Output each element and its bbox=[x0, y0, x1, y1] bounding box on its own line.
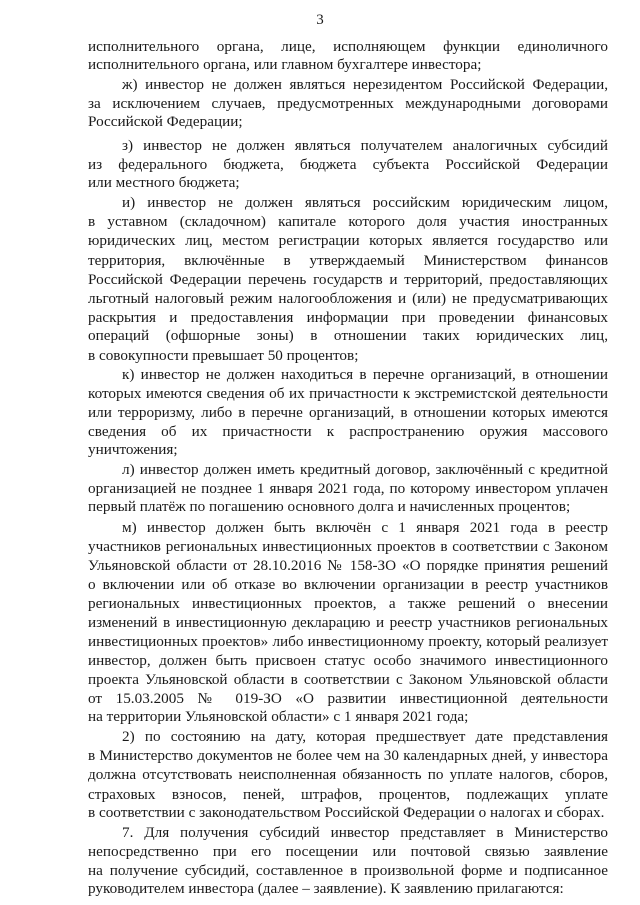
text-line: которых имеются сведения об их причастности к экстремистской деятельности bbox=[88, 385, 608, 402]
text-line: на получение субсидий, составленное в произвольной форме и подписанное bbox=[88, 862, 608, 879]
text-line: Российской Федерации перечень государств и территорий, предоставляющих bbox=[88, 271, 608, 288]
text-line: 7. Для получения субсидий инвестор представляет в Министерство bbox=[122, 824, 608, 841]
text-line: проекта Ульяновской области в соответствии с Законом Ульяновской области bbox=[88, 671, 608, 688]
text-line: в уставном (складочном) капитале которого доля участия иностранных bbox=[88, 213, 608, 230]
text-line: из федерального бюджета, бюджета субъекта Российской Федерации bbox=[88, 156, 608, 173]
text-line: страховых взносов, пеней, штрафов, процентов, подлежащих уплате bbox=[88, 786, 608, 803]
text-line: уничтожения; bbox=[88, 441, 178, 458]
text-line: на территории Ульяновской области» с 1 января 2021 года; bbox=[88, 708, 469, 725]
text-line: з) инвестор не должен являться получателем аналогичных субсидий bbox=[122, 137, 608, 154]
text-line: должна отсутствовать неисполненная обязанность по уплате налогов, сборов, bbox=[88, 766, 608, 783]
text-line: первый платёж по погашению основного долга и начисленных процентов; bbox=[88, 498, 571, 515]
text-line: льготный налоговый режим налогообложения и (или) не предусматривающих bbox=[88, 290, 608, 307]
text-line: непосредственно при его посещении или почтовой связью заявление bbox=[88, 843, 608, 860]
text-line: исполнительного органа, лице, исполняющем функции единоличного bbox=[88, 38, 608, 55]
text-line: руководителем инвестора (далее – заявление). К заявлению прилагаются: bbox=[88, 880, 564, 897]
text-line: в Министерство документов не более чем на 30 календарных дней, у инвестора bbox=[88, 747, 608, 764]
text-line: инвестор, должен быть присвоен статус особо значимого инвестиционного bbox=[88, 652, 608, 669]
text-line: м) инвестор должен быть включён с 1 января 2021 года в реестр bbox=[122, 519, 608, 536]
text-line: л) инвестор должен иметь кредитный договор, заключённый с кредитной bbox=[122, 461, 608, 478]
page-number: 3 bbox=[316, 12, 324, 28]
text-line: изменений в инвестиционную декларацию и реестр участников региональных bbox=[88, 614, 608, 631]
text-line: за исключением случаев, предусмотренных международными договорами bbox=[88, 95, 608, 112]
text-line: в соответствии с законодательством Российской Федерации о налогах и сборах. bbox=[88, 804, 605, 821]
text-line: юридических лиц, местом регистрации которых является государство или bbox=[88, 232, 608, 249]
text-line: или терроризму, либо в перечне организаций, в отношении которых имеются bbox=[88, 404, 608, 421]
text-line: 2) по состоянию на дату, которая предшествует дате представления bbox=[122, 728, 608, 745]
text-line: организацией не позднее 1 января 2021 года, по которому инвестором уплачен bbox=[88, 480, 608, 497]
text-line: региональных инвестиционных проектов, а также решений о внесении bbox=[88, 595, 608, 612]
text-line: Ульяновской области от 28.10.2016 № 158-ЗО «О порядке принятия решений bbox=[88, 557, 608, 574]
text-line: территория, включённые в утверждаемый Министерством финансов bbox=[88, 252, 608, 269]
text-line: и) инвестор не должен являться российским юридическим лицом, bbox=[122, 194, 608, 211]
text-line: или местного бюджета; bbox=[88, 174, 240, 191]
text-line: исполнительного органа, или главном бухгалтере инвестора; bbox=[88, 56, 482, 73]
text-line: Российской Федерации; bbox=[88, 113, 243, 130]
text-line: инвестиционных проектов» либо инвестиционному проекту, который реализует bbox=[88, 633, 608, 650]
text-line: участников региональных инвестиционных проектов в соответствии с Законом bbox=[88, 538, 608, 555]
text-line: от 15.03.2005 № 019-ЗО «О развитии инвестиционной деятельности bbox=[88, 690, 608, 707]
text-line: раскрытия и предоставления информации при проведении финансовых bbox=[88, 309, 608, 326]
text-line: операций (офшорные зоны) в отношении таких юридических лиц, bbox=[88, 327, 608, 344]
text-line: о включении или об отказе во включении организации в реестр участников bbox=[88, 576, 608, 593]
text-line: в совокупности превышает 50 процентов; bbox=[88, 347, 359, 364]
text-line: к) инвестор не должен находиться в перечне организаций, в отношении bbox=[122, 366, 608, 383]
text-line: сведения об их причастности к распространению оружия массового bbox=[88, 423, 608, 440]
text-line: ж) инвестор не должен являться нерезидентом Российской Федерации, bbox=[122, 76, 608, 93]
